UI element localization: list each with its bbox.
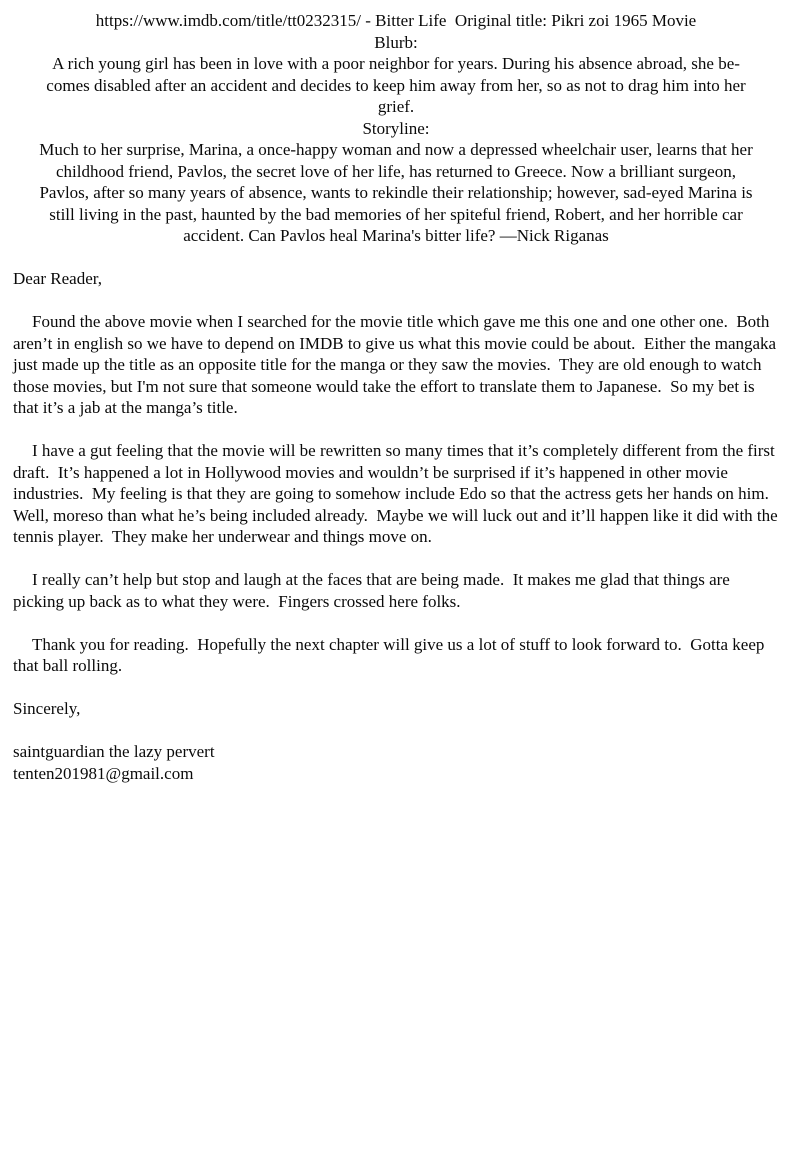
movie-info-header	[13, 10, 779, 247]
salutation: Dear Reader,	[13, 269, 102, 288]
paragraph-2: I have a gut feeling that the movie will be rewritten so many times that it’s completely different from the first draft. It’s happened a lot in Hollywood movies and wouldn’t be surprised if it’s happened in other movie industries. My feeling is that they are going to somehow include Edo so that the actress gets her hands on him. Well, moreso than what he’s being included already. Maybe we will luck out and it’ll happen like it did with the tennis player. They make her underwear and things move on.	[13, 441, 782, 546]
signature-email: tenten201981@gmail.com	[13, 763, 194, 783]
imdb-url-title-line: https://www.imdb.com/title/tt0232315/ - Bitter Life Original title: Pikri zoi 1965 Movie	[95, 11, 697, 30]
blurb-line: grief.	[377, 97, 415, 116]
letter-body	[13, 268, 782, 784]
storyline-line: still living in the past, haunted by the bad memories of her spiteful friend, Robert, and her horrible car	[49, 204, 743, 224]
signature-name: saintguardian the lazy pervert	[13, 742, 215, 761]
closing: Sincerely,	[13, 699, 81, 718]
storyline-line: Much to her surprise, Marina, a once-happy woman and now a depressed wheelchair user, learns that her	[39, 140, 753, 159]
paragraph-1: Found the above movie when I searched for the movie title which gave me this one and one other one. Both aren’t in english so we have to depend on IMDB to give us what this movie could be about. Either the mangaka just made up the title as an opposite title for the manga or they saw the movies. They are old enough to watch those movies, but I'm not sure that someone would take the effort to translate them to Japanese. So my bet is that it’s a jab at the manga’s title.	[13, 312, 781, 417]
storyline-line: Pavlos, after so many years of absence, wants to rekindle their relationship; however, sad-eyed Marina is	[39, 183, 753, 202]
blurb-line: A rich young girl has been in love with a poor neighbor for years. During his absence abroad, she be-	[52, 54, 740, 73]
blurb-line: comes disabled after an accident and decides to keep him away from her, so as not to drag him into her	[46, 75, 746, 95]
paragraph-3: I really can’t help but stop and laugh at the faces that are being made. It makes me glad that things are picking up back as to what they were. Fingers crossed here folks.	[13, 570, 735, 611]
paragraph-4: Thank you for reading. Hopefully the next chapter will give us a lot of stuff to look forward to. Gotta keep that ball rolling.	[13, 634, 769, 675]
blurb-heading: Blurb:	[374, 32, 418, 52]
signature-block	[13, 741, 779, 784]
storyline-heading: Storyline:	[362, 118, 430, 138]
storyline-line: accident. Can Pavlos heal Marina's bitter life? —Nick Riganas	[183, 226, 609, 245]
storyline-line: childhood friend, Pavlos, the secret love of her life, has returned to Greece. Now a brilliant surgeon,	[56, 161, 736, 181]
